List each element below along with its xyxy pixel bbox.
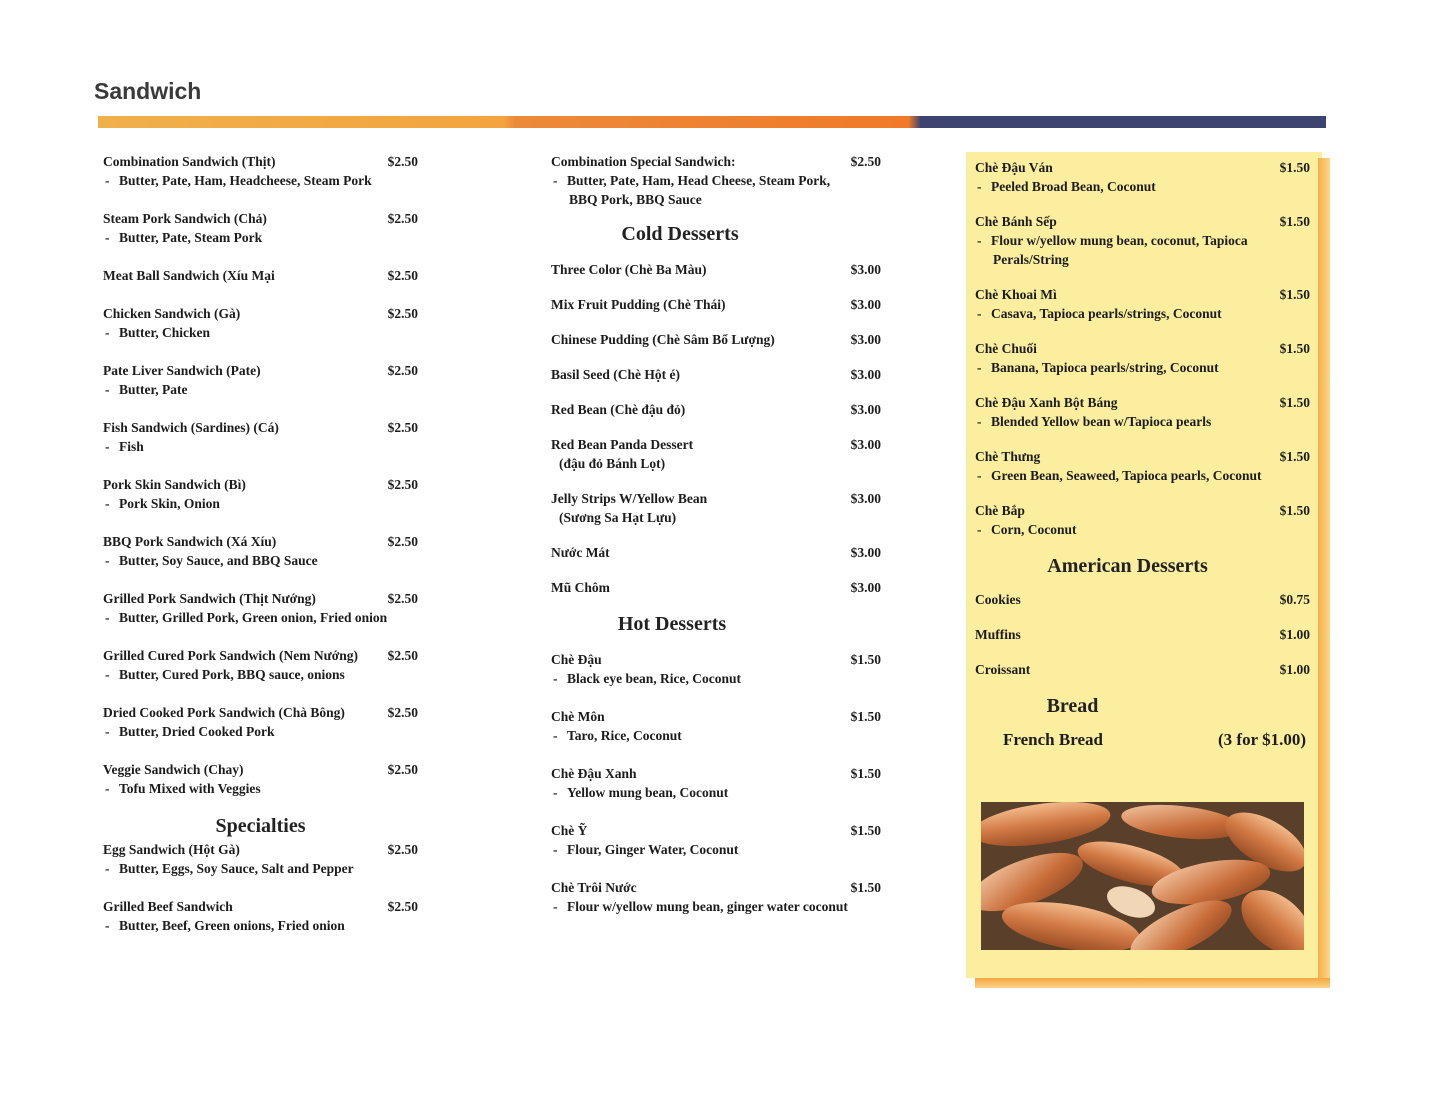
menu-item xyxy=(103,209,418,247)
item-name: Chè Thưng xyxy=(975,449,1041,464)
item-price: $2.50 xyxy=(850,154,881,169)
menu-item xyxy=(103,840,418,878)
menu-item xyxy=(551,330,881,349)
menu-item xyxy=(975,285,1310,323)
item-description: - Corn, Coconut xyxy=(977,522,1077,537)
item-name: Cookies xyxy=(975,592,1021,607)
menu-item xyxy=(551,152,881,209)
item-price: $2.50 xyxy=(387,842,418,857)
item-name: Chè Đậu xyxy=(551,652,602,667)
item-description: - Butter, Dried Cooked Pork xyxy=(105,724,275,739)
item-price: $3.00 xyxy=(850,402,881,417)
item-price: $3.00 xyxy=(850,332,881,347)
menu-item xyxy=(551,543,881,562)
item-name: Grilled Pork Sandwich (Thịt Nướng) xyxy=(103,591,316,606)
item-price: $1.50 xyxy=(1279,287,1310,302)
menu-item xyxy=(975,393,1310,431)
hot-desserts-heading: Hot Desserts xyxy=(617,613,727,635)
item-description: - Butter, Soy Sauce, and BBQ Sauce xyxy=(105,553,318,568)
menu-item xyxy=(551,764,881,802)
item-price: $2.50 xyxy=(387,306,418,321)
menu-item xyxy=(551,878,881,916)
item-name: Combination Special Sandwich: xyxy=(551,154,736,169)
header-color-bar xyxy=(98,116,1326,128)
item-name: Croissant xyxy=(975,662,1031,677)
item-name: Dried Cooked Pork Sandwich (Chà Bông) xyxy=(103,705,345,720)
item-name: Mũ Chôm xyxy=(551,580,610,595)
item-description: - Banana, Tapioca pearls/string, Coconut xyxy=(977,360,1219,375)
menu-item xyxy=(103,361,418,399)
menu-item xyxy=(551,821,881,859)
item-name: Grilled Beef Sandwich xyxy=(103,899,233,914)
item-price: $1.50 xyxy=(1279,214,1310,229)
item-price: $1.50 xyxy=(1279,503,1310,518)
item-name: Chè Chuối xyxy=(975,341,1037,356)
page-title: Sandwich xyxy=(94,78,202,104)
item-name: Chè Đậu Ván xyxy=(975,160,1053,175)
item-name: Red Bean Panda Dessert xyxy=(551,437,694,452)
item-price: $1.50 xyxy=(850,880,881,895)
item-price: $2.50 xyxy=(387,477,418,492)
item-name: Chè Trôi Nước xyxy=(551,880,637,895)
item-name: Veggie Sandwich (Chay) xyxy=(103,762,244,777)
item-price: $1.50 xyxy=(1279,395,1310,410)
item-name: Pate Liver Sandwich (Pate) xyxy=(103,363,261,378)
menu-item xyxy=(103,475,418,513)
menu-item xyxy=(975,625,1310,644)
menu-item xyxy=(975,212,1310,269)
item-price: $3.00 xyxy=(850,367,881,382)
menu-item xyxy=(551,489,881,527)
item-description: - Casava, Tapioca pearls/strings, Coconut xyxy=(977,306,1222,321)
desserts-column xyxy=(551,152,881,935)
item-price: $1.50 xyxy=(850,823,881,838)
item-name: Chè Đậu Xanh xyxy=(551,766,637,781)
item-description: - Green Bean, Seaweed, Tapioca pearls, Coconut xyxy=(977,468,1262,483)
item-description: - Black eye bean, Rice, Coconut xyxy=(553,671,741,686)
item-price: $3.00 xyxy=(850,437,881,452)
item-price: $1.50 xyxy=(850,709,881,724)
item-description: - Tofu Mixed with Veggies xyxy=(105,781,261,796)
panel-shadow xyxy=(1318,158,1330,984)
item-price: $1.00 xyxy=(1279,627,1310,642)
bread-price: (3 for $1.00) xyxy=(1218,730,1306,749)
che-column xyxy=(975,158,1310,750)
bread-photo xyxy=(981,802,1304,950)
item-description: - Fish xyxy=(105,439,144,454)
item-name: Chinese Pudding (Chè Sâm Bổ Lượng) xyxy=(551,332,775,347)
item-description: - Butter, Cured Pork, BBQ sauce, onions xyxy=(105,667,345,682)
item-price: $2.50 xyxy=(387,591,418,606)
item-description-cont: BBQ Pork, BBQ Sauce xyxy=(569,192,702,207)
menu-item xyxy=(103,760,418,798)
menu-item xyxy=(551,400,881,419)
cold-desserts-heading: Cold Desserts xyxy=(621,223,739,245)
item-price: $1.00 xyxy=(1279,662,1310,677)
bread-name: French Bread xyxy=(1003,730,1103,749)
bread-heading: Bread xyxy=(1046,695,1099,717)
menu-item xyxy=(551,260,881,279)
item-price: $3.00 xyxy=(850,545,881,560)
menu-item xyxy=(975,158,1310,196)
item-subtitle: (đậu đỏ Bánh Lọt) xyxy=(559,456,666,471)
item-description: - Blended Yellow bean w/Tapioca pearls xyxy=(977,414,1212,429)
item-name: Combination Sandwich (Thịt) xyxy=(103,154,276,169)
menu-item xyxy=(975,339,1310,377)
item-name: Chè Môn xyxy=(551,709,605,724)
item-name: Jelly Strips W/Yellow Bean xyxy=(551,491,708,506)
menu-item xyxy=(551,365,881,384)
item-price: $2.50 xyxy=(387,899,418,914)
item-description-cont: Perals/String xyxy=(993,252,1069,267)
panel-shadow-bottom xyxy=(975,978,1330,988)
menu-item xyxy=(551,650,881,688)
item-price: $2.50 xyxy=(387,363,418,378)
item-name: Chè Bánh Sếp xyxy=(975,214,1057,229)
item-description: - Butter, Beef, Green onions, Fried onion xyxy=(105,918,345,933)
sandwich-column xyxy=(103,152,418,954)
item-name: Fish Sandwich (Sardines) (Cá) xyxy=(103,420,279,435)
menu-item xyxy=(103,589,418,627)
specialties-list xyxy=(103,840,418,935)
item-description: - Butter, Pate, Ham, Head Cheese, Steam Pork, xyxy=(553,173,831,188)
sandwich-list xyxy=(103,152,418,798)
item-price: $2.50 xyxy=(387,154,418,169)
item-name: Steam Pork Sandwich (Chả) xyxy=(103,211,267,226)
item-name: Three Color (Chè Ba Màu) xyxy=(551,262,707,277)
item-name: Chè Khoai Mì xyxy=(975,287,1057,302)
menu-item xyxy=(975,590,1310,609)
item-name: Chè Bắp xyxy=(975,503,1025,518)
item-name: Nước Mát xyxy=(551,545,610,560)
item-description: - Butter, Pate, Steam Pork xyxy=(105,230,263,245)
item-description: - Flour w/yellow mung bean, ginger water coconut xyxy=(553,899,848,914)
item-name: Grilled Cured Pork Sandwich (Nem Nướng) xyxy=(103,648,358,663)
menu-item xyxy=(103,703,418,741)
item-price: $1.50 xyxy=(850,766,881,781)
item-description: - Butter, Chicken xyxy=(105,325,211,340)
item-name: Chè Ỹ xyxy=(551,823,588,838)
american-desserts-list xyxy=(975,590,1310,679)
item-name: Pork Skin Sandwich (Bì) xyxy=(103,477,246,492)
item-name: Muffins xyxy=(975,627,1021,642)
item-name: Basil Seed (Chè Hột é) xyxy=(551,367,680,382)
item-name: BBQ Pork Sandwich (Xá Xíu) xyxy=(103,534,277,549)
item-price: $2.50 xyxy=(387,420,418,435)
item-price: $2.50 xyxy=(387,534,418,549)
item-description: - Taro, Rice, Coconut xyxy=(553,728,682,743)
item-price: $1.50 xyxy=(1279,449,1310,464)
menu-item xyxy=(551,435,881,473)
item-price: $0.75 xyxy=(1279,592,1310,607)
item-description: - Peeled Broad Bean, Coconut xyxy=(977,179,1156,194)
menu-item xyxy=(975,447,1310,485)
item-description: - Butter, Eggs, Soy Sauce, Salt and Pepper xyxy=(105,861,354,876)
item-description: - Butter, Pate xyxy=(105,382,188,397)
item-price: $2.50 xyxy=(387,268,418,283)
item-description: - Pork Skin, Onion xyxy=(105,496,220,511)
specialties-heading: Specialties xyxy=(215,815,306,837)
item-name: Red Bean (Chè đậu đỏ) xyxy=(551,402,686,417)
menu-item xyxy=(551,295,881,314)
menu-item xyxy=(103,152,418,190)
item-price: $2.50 xyxy=(387,762,418,777)
menu-item xyxy=(551,707,881,745)
menu-item xyxy=(103,266,418,285)
item-price: $1.50 xyxy=(850,652,881,667)
che-list xyxy=(975,158,1310,539)
menu-item xyxy=(103,532,418,570)
item-description: - Flour w/yellow mung bean, coconut, Tapioca xyxy=(977,233,1248,248)
menu-item xyxy=(103,646,418,684)
bread-illustration xyxy=(981,802,1304,950)
menu-item xyxy=(103,418,418,456)
item-price: $2.50 xyxy=(387,705,418,720)
item-price: $2.50 xyxy=(387,648,418,663)
american-desserts-heading: American Desserts xyxy=(1047,555,1208,577)
hot-desserts-list xyxy=(551,650,881,916)
item-description: - Butter, Grilled Pork, Green onion, Fried onion xyxy=(105,610,388,625)
item-price: $3.00 xyxy=(850,297,881,312)
item-name: Egg Sandwich (Hột Gà) xyxy=(103,842,240,857)
cold-desserts-list xyxy=(551,260,881,597)
item-price: $1.50 xyxy=(1279,160,1310,175)
item-description: - Yellow mung bean, Coconut xyxy=(553,785,729,800)
menu-item xyxy=(975,660,1310,679)
item-price: $1.50 xyxy=(1279,341,1310,356)
item-price: $2.50 xyxy=(387,211,418,226)
menu-item xyxy=(103,304,418,342)
item-description: - Butter, Pate, Ham, Headcheese, Steam Pork xyxy=(105,173,372,188)
item-name: Mix Fruit Pudding (Chè Thái) xyxy=(551,297,726,312)
item-name: Chè Đậu Xanh Bột Báng xyxy=(975,395,1118,410)
item-name: Chicken Sandwich (Gà) xyxy=(103,306,241,321)
item-name: Meat Ball Sandwich (Xíu Mại xyxy=(103,268,275,283)
item-price: $3.00 xyxy=(850,262,881,277)
item-price: $3.00 xyxy=(850,580,881,595)
menu-item xyxy=(551,578,881,597)
item-price: $3.00 xyxy=(850,491,881,506)
menu-item xyxy=(103,897,418,935)
menu-item xyxy=(975,501,1310,539)
item-description: - Flour, Ginger Water, Coconut xyxy=(553,842,739,857)
bread-item xyxy=(975,730,1310,750)
item-subtitle: (Sương Sa Hạt Lựu) xyxy=(559,510,677,525)
